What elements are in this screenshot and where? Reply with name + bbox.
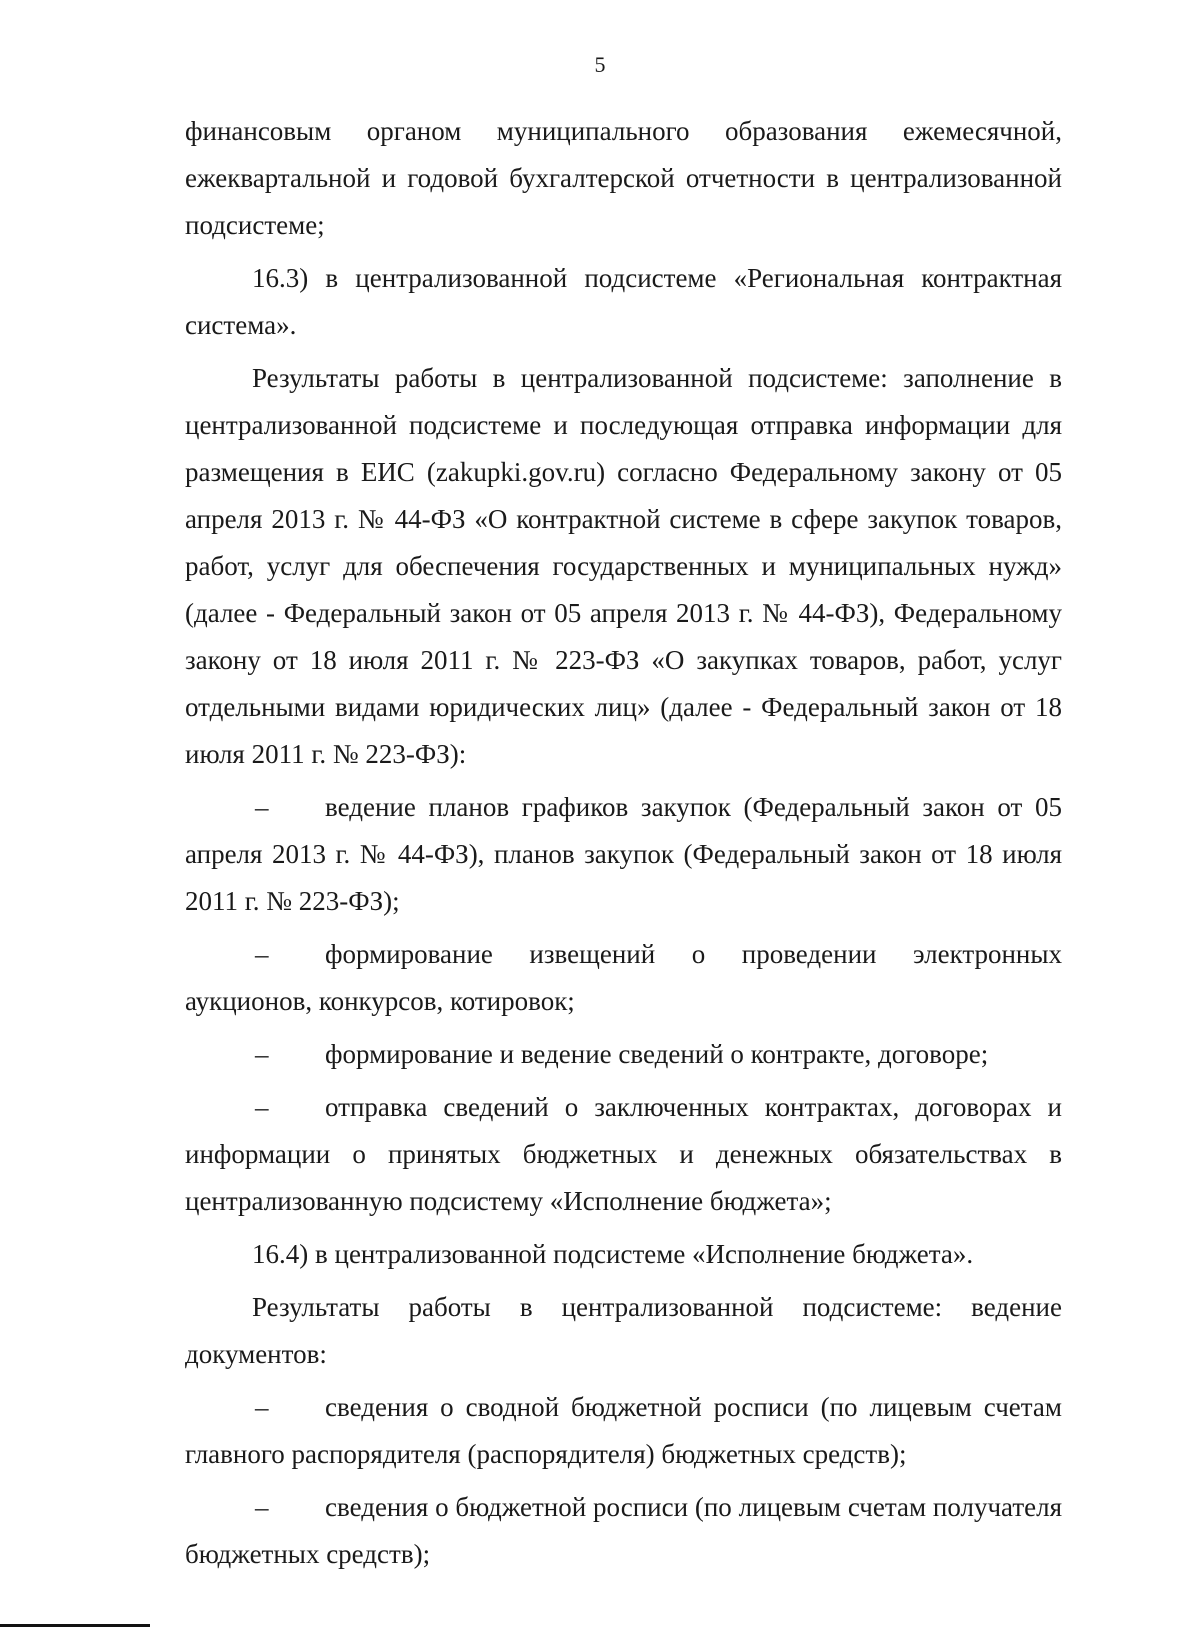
footnote-rule xyxy=(0,1624,150,1627)
paragraph-16-4: 16.4) в централизованной подсистеме «Исполнение бюджета». xyxy=(252,1239,974,1269)
paragraph-budget-results: Результаты работы в централизованной подсистеме: ведение документов: xyxy=(185,1292,1062,1369)
list-item-text: сведения о сводной бюджетной росписи (по лицевым счетам главного распорядителя (распорядителя) бюджетных средств); xyxy=(185,1392,1062,1469)
list-item xyxy=(185,784,1062,925)
list-item-text: отправка сведений о заключенных контрактах, договорах и информации о принятых бюджетных и денежных обязательствах в централизованную подсистему «Исполнение бюджета»; xyxy=(185,1092,1062,1216)
list-item-text: сведения о бюджетной росписи (по лицевым счетам получателя бюджетных средств); xyxy=(185,1492,1062,1569)
dash-bullet: – xyxy=(255,1092,269,1122)
list-item xyxy=(185,1031,1062,1078)
dash-bullet: – xyxy=(255,792,269,822)
list-item xyxy=(185,1484,1062,1578)
dash-bullet: – xyxy=(255,1492,269,1522)
list-item xyxy=(185,1084,1062,1225)
document-body xyxy=(185,108,1062,1578)
dash-bullet: – xyxy=(255,1039,269,1069)
list-item-text: формирование извещений о проведении электронных аукционов, конкурсов, котировок; xyxy=(185,939,1062,1016)
list-item xyxy=(185,1384,1062,1478)
list-item xyxy=(185,931,1062,1025)
dash-bullet: – xyxy=(255,1392,269,1422)
paragraph-continuation: финансовым органом муниципального образования ежемесячной, ежеквартальной и годовой бухгалтерской отчетности в централизованной подсистеме; xyxy=(185,116,1062,240)
paragraph-rko-results: Результаты работы в централизованной подсистеме: заполнение в централизованной подсистеме и последующая отправка информации для размещения в ЕИС (zakupki.gov.ru) согласно Федеральному закону от 05 апреля 2013 г. № 44-ФЗ «О контрактной системе в сфере закупок товаров, работ, услуг для обеспечения государственных и муниципальных нужд» (далее - Федеральный закон от 05 апреля 2013 г. № 44-ФЗ), Федеральному закону от 18 июля 2011 г. № 223-ФЗ «О закупках товаров, работ, услуг отдельными видами юридических лиц» (далее - Федеральный закон от 18 июля 2011 г. № 223-ФЗ): xyxy=(185,363,1062,769)
list-item-text: ведение планов графиков закупок (Федеральный закон от 05 апреля 2013 г. № 44-ФЗ), планов закупок (Федеральный закон от 18 июля 2011 г. № 223-ФЗ); xyxy=(185,792,1062,916)
paragraph-16-3: 16.3) в централизованной подсистеме «Региональная контрактная система». xyxy=(185,263,1062,340)
page-number: 5 xyxy=(594,52,606,77)
dash-bullet: – xyxy=(255,939,269,969)
list-item-text: формирование и ведение сведений о контракте, договоре; xyxy=(325,1039,989,1069)
